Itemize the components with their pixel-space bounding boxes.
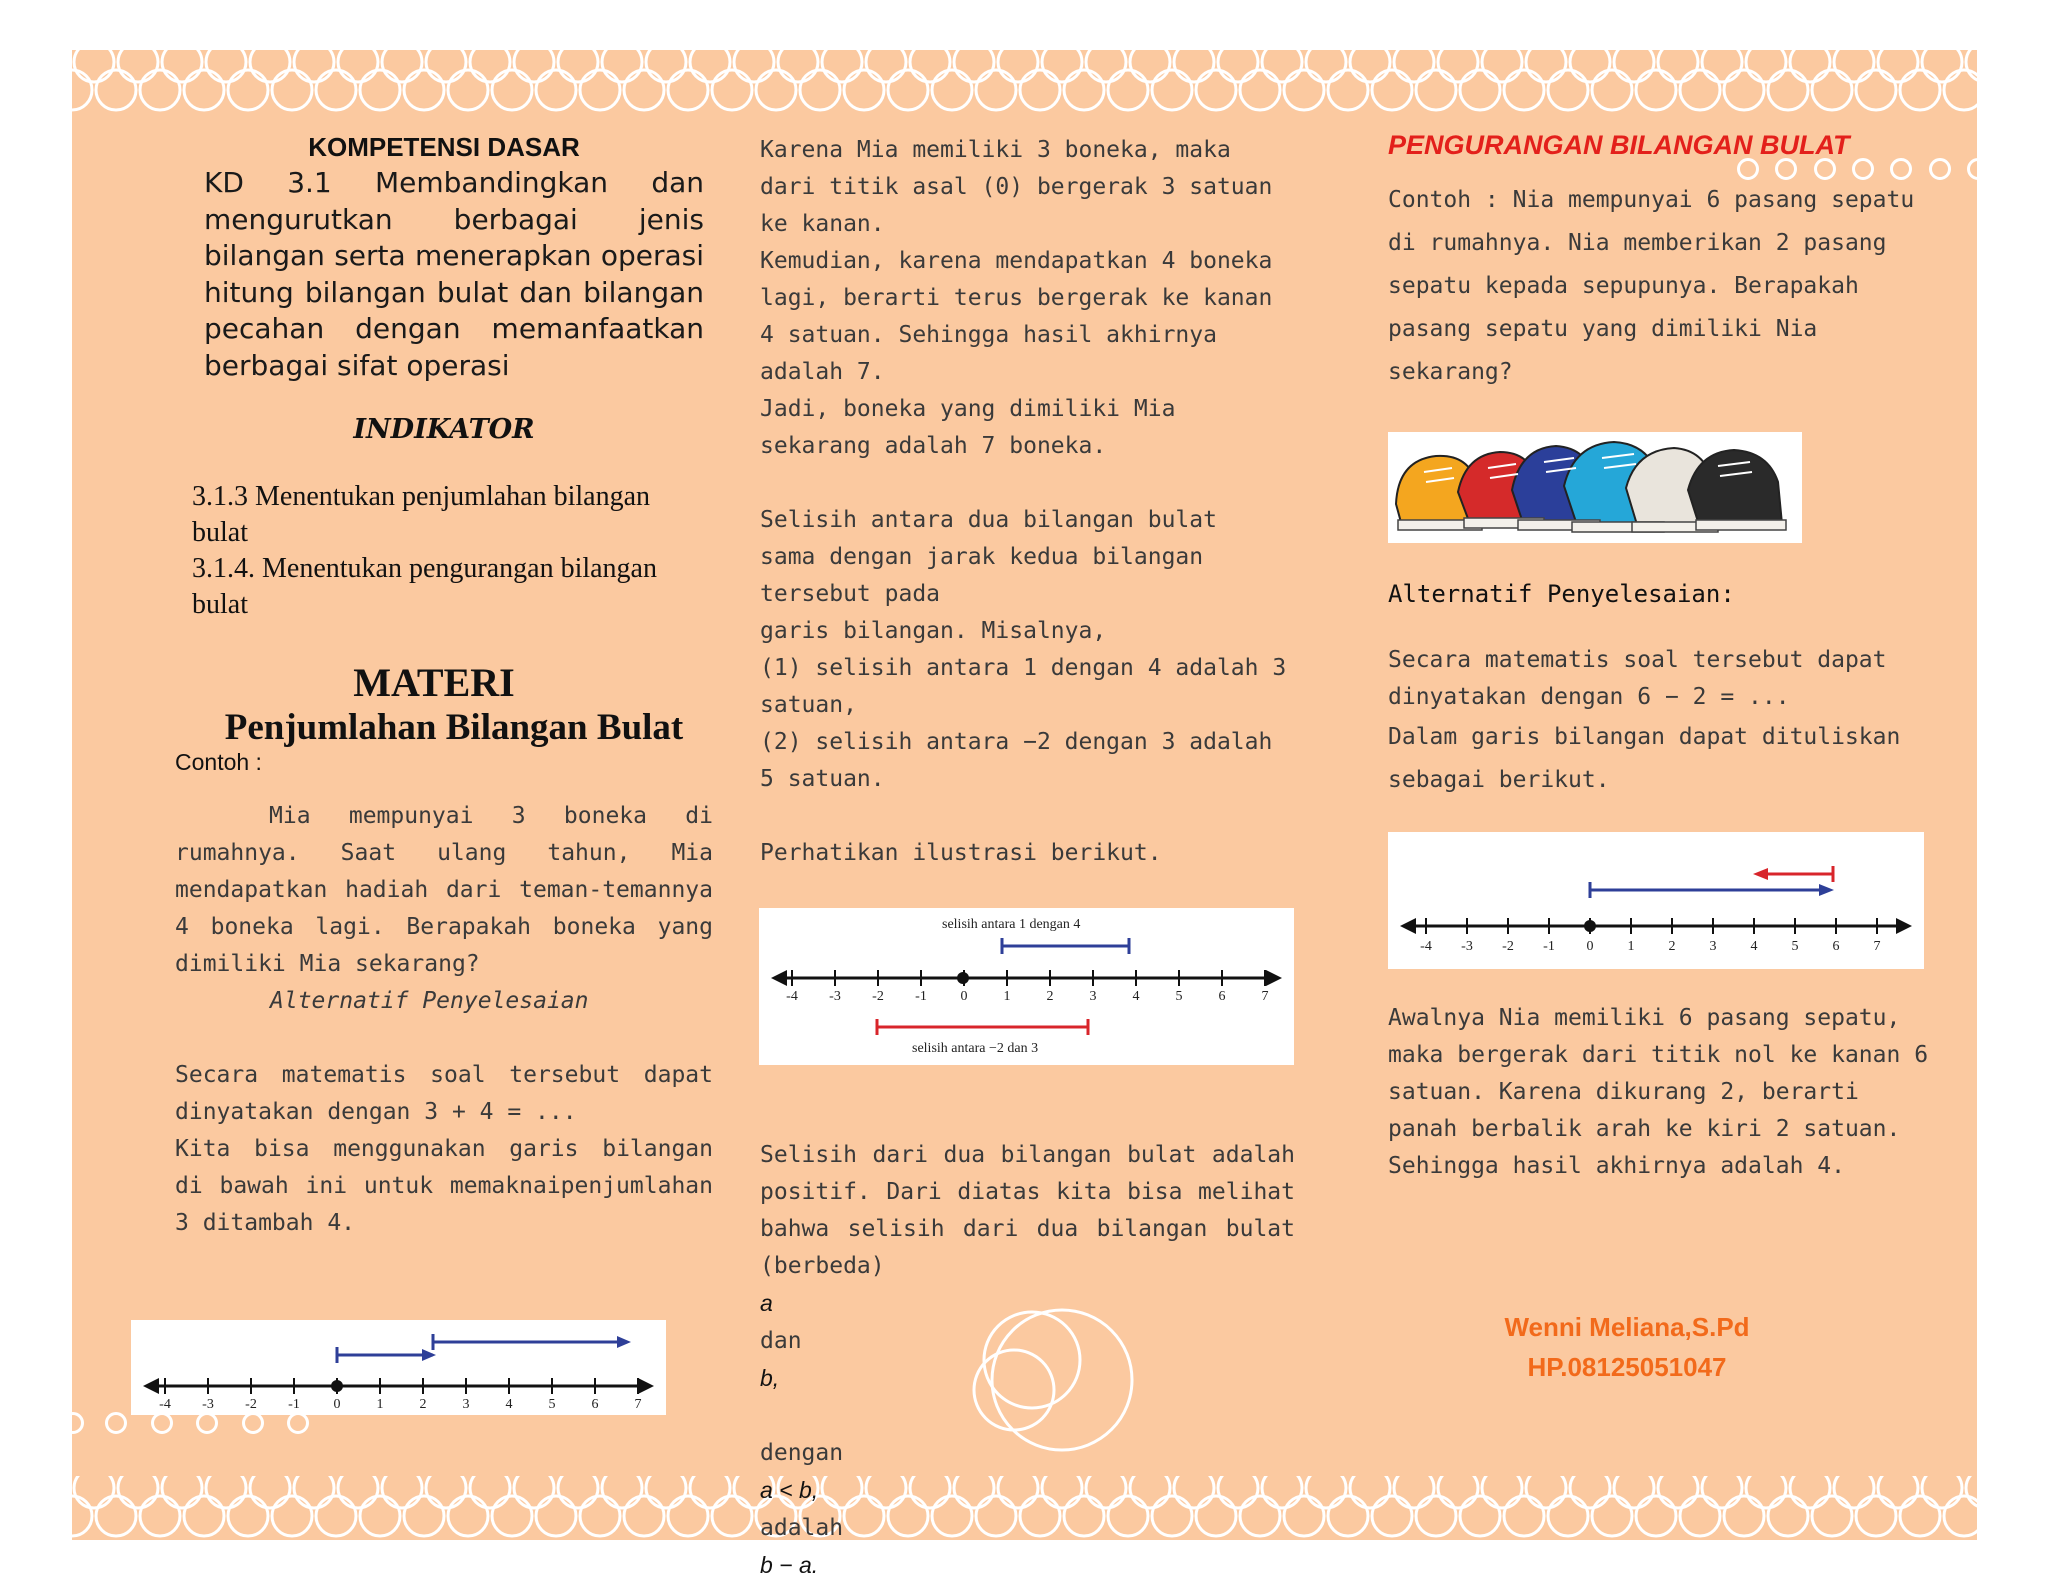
kd-heading: KOMPETENSI DASAR xyxy=(308,132,580,162)
shoes-image xyxy=(1388,432,1802,543)
number-line-label: 5 xyxy=(1791,939,1799,954)
number-line-label: -3 xyxy=(1461,939,1473,954)
explain-text-3: Jadi, boneka yang dimiliki Mia sekarang adalah 7 boneka. xyxy=(760,396,1176,459)
indikator-item: 3.1.3 Menentukan penjumlahan bilangan bulat xyxy=(192,481,650,548)
conclusion-result: b − a. xyxy=(760,1552,819,1578)
number-line-label: 1 xyxy=(1627,939,1635,954)
materi-title: MATERI xyxy=(353,660,515,705)
shoes-illustration xyxy=(1388,432,1802,543)
fig-caption-top: selisih antara 1 dengan 4 xyxy=(942,917,1081,932)
subtraction-problem: Contoh : Nia mempunyai 6 pasang sepatu di rumahnya. Nia memberikan 2 pasang sepatu kepada sepupunya. Berapakah pasang sepatu yang dimiliki Nia sekarang? xyxy=(1388,187,1915,385)
number-line-label: 2 xyxy=(1046,989,1054,1004)
number-line-label: 4 xyxy=(1750,939,1758,954)
subtraction-solution xyxy=(1388,580,1933,802)
number-line-label: 1 xyxy=(1003,989,1011,1004)
materi-subtitle: Penjumlahan Bilangan Bulat xyxy=(224,707,684,748)
column-middle xyxy=(760,132,1295,872)
conclusion-cond: a < b, xyxy=(760,1477,819,1503)
number-line-label: -1 xyxy=(288,1397,300,1412)
number-line-label: 4 xyxy=(505,1397,513,1412)
explain-text-1: Karena Mia memiliki 3 boneka, maka dari titik asal (0) bergerak 3 satuan ke kanan. xyxy=(760,137,1273,237)
indikator-list xyxy=(192,479,712,623)
number-line-label: 5 xyxy=(1175,989,1183,1004)
selisih-text-1: Selisih antara dua bilangan bulat sama dengan jarak kedua bilangan tersebut pada xyxy=(760,507,1217,607)
column-right xyxy=(1388,130,1928,394)
number-line-label: 3 xyxy=(1709,939,1717,954)
number-line-label: 7 xyxy=(634,1397,642,1412)
number-line-label: 3 xyxy=(462,1397,470,1412)
number-line-addition-svg xyxy=(131,1320,666,1415)
number-line-label: 0 xyxy=(333,1397,341,1412)
conclusion-dan: dan xyxy=(760,1328,802,1354)
conclusion-text: Selisih dari dua bilangan bulat adalah positif. Dari diatas kita bisa melihat bahwa selisih dari dua bilangan bulat (berbeda) xyxy=(760,1142,1295,1279)
number-line-label: 6 xyxy=(1218,989,1226,1004)
number-line-label: 4 xyxy=(1132,989,1140,1004)
subtraction-title: PENGURANGAN BILANGAN BULAT xyxy=(1388,130,1850,160)
number-line-label: -4 xyxy=(159,1397,171,1412)
conclusion-dengan: dengan xyxy=(760,1440,844,1466)
solution-text-2: Kita bisa menggunakan garis bilangan di bawah ini untuk memaknaipenjumlahan 3 ditambah 4. xyxy=(175,1136,713,1236)
number-line-label: 3 xyxy=(1089,989,1097,1004)
number-line-label: -4 xyxy=(1420,939,1432,954)
author-phone: HP.08125051047 xyxy=(1527,1352,1727,1382)
number-line-label: -2 xyxy=(872,989,884,1004)
subtraction-solution-1: Secara matematis soal tersebut dapat dinyatakan dengan 6 − 2 = ... xyxy=(1388,647,1887,710)
number-line-label: -4 xyxy=(786,989,798,1004)
selisih-text-2: garis bilangan. Misalnya, xyxy=(760,618,1107,644)
number-line-difference xyxy=(759,908,1294,1065)
number-line-difference-svg xyxy=(759,908,1294,1065)
number-line-label: 1 xyxy=(376,1397,384,1412)
alt-heading: Alternatif Penyelesaian xyxy=(270,988,589,1014)
top-scallop-border xyxy=(72,50,1977,114)
kd-text: KD 3.1 Membandingkan dan mengurutkan berbagai jenis bilangan serta menerapkan operasi hitung bilangan bulat dan bilangan pecahan dengan memanfaatkan berbagai sifat operasi xyxy=(204,166,704,382)
solution-text-1: Secara matematis soal tersebut dapat dinyatakan dengan 3 + 4 = ... xyxy=(175,1062,713,1125)
number-line-label: 5 xyxy=(548,1397,556,1412)
problem-text: Mia mempunyai 3 boneka di rumahnya. Saat ulang tahun, Mia mendapatkan hadiah dari teman-temannya 4 boneka lagi. Berapakah boneka yang dimiliki Mia sekarang? xyxy=(175,803,713,977)
number-line-label: -1 xyxy=(915,989,927,1004)
number-line-label: 2 xyxy=(1668,939,1676,954)
perhatikan-text: Perhatikan ilustrasi berikut. xyxy=(760,840,1162,866)
number-line-label: 0 xyxy=(1586,939,1594,954)
number-line-label: 7 xyxy=(1261,989,1269,1004)
number-line-label: -3 xyxy=(829,989,841,1004)
selisih-text-3: (1) selisih antara 1 dengan 4 adalah 3 satuan, xyxy=(760,655,1287,718)
number-line-label: -2 xyxy=(1502,939,1514,954)
author-name: Wenni Meliana,S.Pd xyxy=(1504,1312,1750,1342)
number-line-label: 6 xyxy=(1832,939,1840,954)
indikator-heading: INDIKATOR xyxy=(353,414,535,445)
subtraction-solution-2: Dalam garis bilangan dapat dituliskan sebagai berikut. xyxy=(1388,724,1901,793)
number-line-subtraction xyxy=(1388,832,1924,969)
number-line-label: 2 xyxy=(419,1397,427,1412)
number-line-addition xyxy=(131,1320,666,1415)
conclusion-a: a xyxy=(760,1290,773,1316)
number-line-label: -2 xyxy=(245,1397,257,1412)
column-left xyxy=(164,132,744,1242)
selisih-text-4: (2) selisih antara −2 dengan 3 adalah 5 satuan. xyxy=(760,729,1273,792)
contoh-label: Contoh : xyxy=(175,749,262,775)
number-line-label: 0 xyxy=(960,989,968,1004)
indikator-item: 3.1.4. Menentukan pengurangan bilangan bulat xyxy=(192,553,657,620)
number-line-label: 7 xyxy=(1873,939,1881,954)
decor-rings-middle xyxy=(932,1280,1192,1460)
conclusion-adalah: adalah xyxy=(760,1515,844,1541)
number-line-subtraction-svg xyxy=(1388,832,1924,969)
number-line-label: -3 xyxy=(202,1397,214,1412)
subtraction-explanation: Awalnya Nia memiliki 6 pasang sepatu, maka bergerak dari titik nol ke kanan 6 satuan. Karena dikurang 2, berarti panah berbalik arah ke kiri 2 satuan. Sehingga hasil akhirnya adalah 4. xyxy=(1388,1005,1929,1179)
brochure-sheet xyxy=(72,50,1977,1578)
explain-text-2: Kemudian, karena mendapatkan 4 boneka lagi, berarti terus bergerak ke kanan 4 satuan. Sehingga hasil akhirnya adalah 7. xyxy=(760,248,1273,385)
number-line-label: -1 xyxy=(1543,939,1555,954)
subtraction-alt-heading: Alternatif Penyelesaian: xyxy=(1388,580,1735,608)
fig-caption-bottom: selisih antara −2 dan 3 xyxy=(912,1041,1039,1056)
conclusion-b: b, xyxy=(760,1365,780,1391)
number-line-label: 6 xyxy=(591,1397,599,1412)
